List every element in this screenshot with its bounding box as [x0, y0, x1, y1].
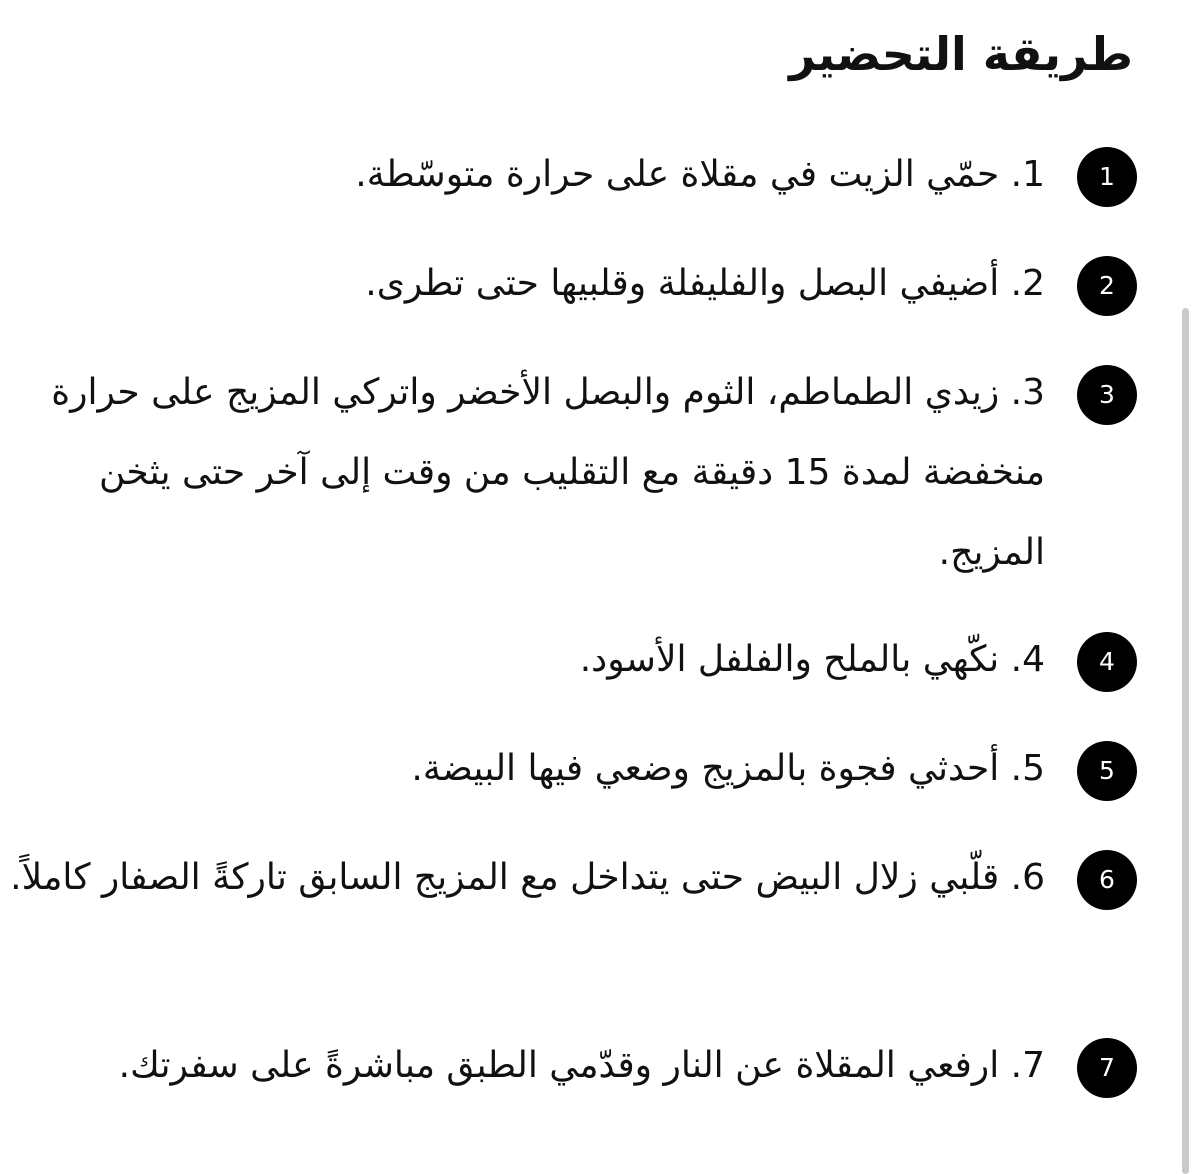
page-title: طريقة التحضير: [789, 27, 1133, 81]
step-item-3: [10, 353, 1137, 593]
step-number-badge: 1: [1077, 147, 1137, 207]
step-text: 2. أضيفي البصل والفليفلة وقلبيها حتى تطرى.: [365, 263, 1045, 304]
vertical-scrollbar[interactable]: [1182, 308, 1189, 1174]
step-number-badge: 3: [1077, 365, 1137, 425]
step-item-4: [10, 620, 1137, 700]
step-text: 4. نكّهي بالملح والفلفل الأسود.: [579, 639, 1045, 680]
step-number-badge: 4: [1077, 632, 1137, 692]
step-number-badge: 7: [1077, 1038, 1137, 1098]
step-item-1: [10, 135, 1137, 215]
step-item-5: [10, 729, 1137, 809]
step-number-badge: 6: [1077, 850, 1137, 910]
step-item-6: [10, 838, 1137, 918]
step-text: 3. زيدي الطماطم، الثوم والبصل الأخضر واتركي المزيج على حرارة منخفضة لمدة 15 دقيقة مع التقليب من وقت إلى آخر حتى يثخن المزيج.: [51, 372, 1045, 573]
step-item-7: [10, 1026, 1137, 1106]
step-item-2: [10, 244, 1137, 324]
step-text: 6. قلّبي زلال البيض حتى يتداخل مع المزيج السابق تاركةً الصفار كاملاً.: [10, 857, 1045, 898]
step-text: 7. ارفعي المقلاة عن النار وقدّمي الطبق مباشرةً على سفرتك.: [118, 1045, 1045, 1086]
step-number-badge: 5: [1077, 741, 1137, 801]
step-number-badge: 2: [1077, 256, 1137, 316]
step-text: 5. أحدثي فجوة بالمزيج وضعي فيها البيضة.: [411, 748, 1045, 789]
step-text: 1. حمّي الزيت في مقلاة على حرارة متوسّطة.: [355, 154, 1045, 195]
